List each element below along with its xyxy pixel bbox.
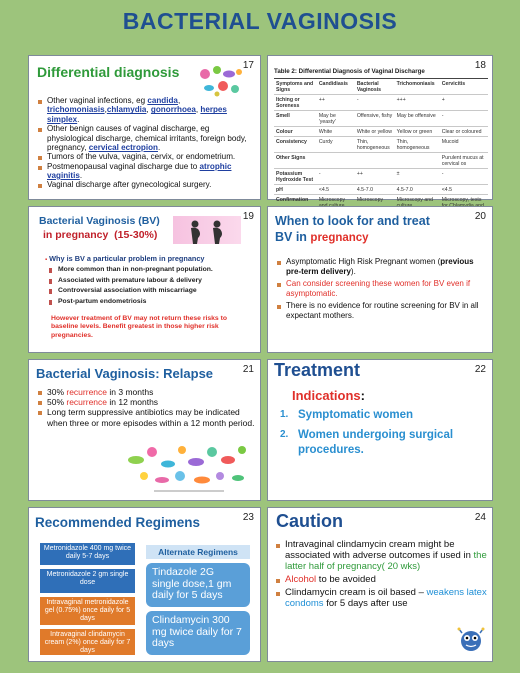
table-cell: Offensive, fishy bbox=[355, 111, 395, 127]
table-cell: Thin, homogeneous bbox=[355, 137, 395, 153]
table-row bbox=[274, 169, 488, 185]
table-cell bbox=[317, 153, 355, 169]
treatment-note: However treatment of BV may not return these risks to baseline levels. Benefit greatest in those higher risk pregnancies. bbox=[51, 315, 228, 339]
table-cell bbox=[395, 153, 440, 169]
table-cell: Colour bbox=[274, 127, 317, 137]
table-cell: Yellow or green bbox=[395, 127, 440, 137]
slide-number: 17 bbox=[242, 60, 254, 71]
slide-number: 21 bbox=[242, 364, 254, 375]
table-cell: - bbox=[355, 95, 395, 111]
table-cell: ++ bbox=[317, 95, 355, 111]
list-item: Asymptomatic High Risk Pregnant women (previous pre-term delivery). bbox=[277, 257, 489, 276]
list-item: There is no evidence for routine screening for BV in all expectant mothers. bbox=[277, 301, 489, 320]
list-item: Intravaginal clindamycin cream might be associated with adverse outcomes if used in the latter half of pregnancy( 20 wks) bbox=[276, 540, 490, 573]
regimen-clindamycin-cream: Intravaginal clindamycin cream (2%) once daily for 7 days bbox=[40, 629, 135, 655]
page-title: BACTERIAL VAGINOSIS bbox=[122, 8, 398, 34]
atrophic-vaginitis-link[interactable]: atrophic vaginitis bbox=[47, 161, 232, 180]
table-row bbox=[274, 185, 488, 195]
table-header-cell: Trichomoniasis bbox=[395, 79, 440, 95]
table-row bbox=[274, 127, 488, 137]
slide-heading: Bacterial Vaginosis: Relapse bbox=[36, 366, 214, 381]
table-row bbox=[274, 137, 488, 153]
table-cell: Mucoid bbox=[440, 137, 488, 153]
list-item: Alcohol to be avoided bbox=[276, 575, 490, 586]
slide-heading: Treatment bbox=[274, 360, 361, 380]
table-cell: pH bbox=[274, 185, 317, 195]
list-item: Can consider screening these women for BV even if asymptomatic. bbox=[277, 279, 489, 298]
slide-heading: When to look for and treat bbox=[275, 214, 430, 228]
list-item: Other vaginal infections, eg candida, trichomoniasis,chlamydia, gonorrhoea, herpes simplex. bbox=[38, 96, 256, 124]
alternate-regimen-clindamycin: Clindamycin 300 mg twice daily for 7 days bbox=[146, 611, 250, 655]
list-item: Other benign causes of vaginal discharge, eg physiological discharge, chemical irritants, foreign body, pregnancy, cervical ectropion. bbox=[38, 124, 256, 152]
table-header-cell: Cervicitis bbox=[440, 79, 488, 95]
slide-number: 18 bbox=[474, 60, 486, 71]
differential-table bbox=[274, 78, 488, 216]
table-row bbox=[274, 111, 488, 127]
slide-heading: Bacterial Vaginosis (BV) bbox=[39, 215, 160, 227]
germ-cartoon-icon bbox=[456, 625, 486, 655]
table-cell: White or yellow bbox=[355, 127, 395, 137]
differential-list bbox=[38, 96, 256, 190]
list-item: Post-partum endometriosis bbox=[49, 297, 254, 308]
table-row bbox=[274, 95, 488, 111]
table-cell bbox=[355, 153, 395, 169]
bacteria-illustration bbox=[124, 440, 252, 496]
table-cell: 4.5-7.0 bbox=[395, 185, 440, 195]
table-cell: Confirmation bbox=[274, 195, 317, 217]
table-cell: - bbox=[440, 169, 488, 185]
list-item: More common than in non-pregnant population. bbox=[49, 265, 254, 276]
slide-number: 22 bbox=[474, 364, 486, 375]
caution-list bbox=[276, 540, 490, 610]
table-header-row bbox=[274, 79, 488, 95]
chlamydia-link[interactable]: chlamydia bbox=[106, 105, 147, 115]
slide-caution bbox=[267, 507, 493, 662]
table-cell: + bbox=[440, 95, 488, 111]
indications-heading: Indications: bbox=[292, 388, 365, 403]
list-item: Long term suppressive antibiotics may be indicated when three or more episodes within a 12 month period. bbox=[38, 407, 256, 427]
indications-list bbox=[280, 408, 485, 458]
candida-link[interactable]: candida bbox=[147, 96, 178, 105]
list-item: Postmenopausal vaginal discharge due to atrophic vaginitis. bbox=[38, 162, 256, 181]
trichomoniasis-link[interactable]: trichomoniasis bbox=[47, 105, 105, 115]
gonorrhoea-link[interactable]: gonorrhoea bbox=[150, 105, 196, 115]
table-cell: Thin, homogeneous bbox=[395, 137, 440, 153]
slide-recommended-regimens bbox=[28, 507, 261, 662]
microbes-illustration bbox=[197, 64, 245, 98]
slide-number: 23 bbox=[242, 512, 254, 523]
herpes-simplex-link[interactable]: herpes simplex bbox=[47, 105, 227, 124]
slide-heading: Caution bbox=[276, 511, 343, 531]
table-cell: Purulent mucus at cervical os bbox=[440, 153, 488, 169]
slide-number: 24 bbox=[474, 512, 486, 523]
table-cell: Microscopy and bbox=[395, 195, 440, 217]
table-header-cell: Candidiasis bbox=[317, 79, 355, 95]
list-item: 2. Women undergoing surgical procedures. bbox=[280, 428, 454, 456]
list-item: Clindamycin cream is oil based – weakens latex condoms for 5 days after use bbox=[276, 588, 490, 610]
regimen-metronidazole-400: Metronidazole 400 mg twice daily 5-7 days bbox=[40, 543, 135, 565]
slide-subheading: in pregnancy (15-30%) bbox=[43, 229, 158, 241]
table-cell: ± bbox=[395, 169, 440, 185]
slide-heading: Recommended Regimens bbox=[35, 515, 201, 530]
slide-differential-diagnosis bbox=[28, 55, 261, 200]
alternate-regimen-tindazole: Tindazole 2G single dose,1 gm daily for 5 days bbox=[146, 563, 250, 607]
table-cell: Smell bbox=[274, 111, 317, 127]
regimen-metronidazole-gel: Intravaginal metronidazole gel (0.75%) once daily for 5 days bbox=[40, 597, 135, 625]
table-cell: Other Signs bbox=[274, 153, 317, 169]
table-cell: Microscopy bbox=[317, 195, 355, 217]
table-cell: ++ bbox=[355, 169, 395, 185]
list-item: Associated with premature labour & delivery bbox=[49, 276, 254, 287]
table-cell: - bbox=[440, 111, 488, 127]
table-cell: Microscopy bbox=[355, 195, 395, 217]
list-item: Vaginal discharge after gynecological surgery. bbox=[38, 180, 256, 189]
list-item: 50% recurrence in 12 months bbox=[38, 397, 256, 407]
table-cell: <4.5 bbox=[317, 185, 355, 195]
slide-relapse bbox=[28, 359, 261, 501]
table-cell: <4.5 bbox=[440, 185, 488, 195]
table-cell: Itching or Soreness bbox=[274, 95, 317, 111]
table-cell: Clear or coloured bbox=[440, 127, 488, 137]
slide-number: 19 bbox=[242, 211, 254, 222]
cervical-ectropion-link[interactable]: cervical ectropion bbox=[88, 142, 158, 152]
slide-number: 20 bbox=[474, 211, 486, 222]
alternate-regimens-title: Alternate Regimens bbox=[146, 545, 250, 559]
list-item: 30% recurrence in 3 months bbox=[38, 387, 256, 397]
list-item: Controversial association with miscarriage bbox=[49, 286, 254, 297]
list-item: Tumors of the vulva, vagina, cervix, or endometrium. bbox=[38, 152, 256, 161]
relapse-list bbox=[38, 387, 256, 428]
table-cell: May be 'yeasty' bbox=[317, 111, 355, 127]
table-header-cell: Bacterial Vaginosis bbox=[355, 79, 395, 95]
section-question: ▪ Why is BV a particular problem in pregnancy bbox=[45, 254, 205, 263]
regimen-metronidazole-2g: Metronidazole 2 gm single dose bbox=[40, 569, 135, 593]
table-cell: Curdy bbox=[317, 137, 355, 153]
table-cell: - bbox=[317, 169, 355, 185]
table-header-cell: Symptoms and Signs bbox=[274, 79, 317, 95]
pregnancy-risk-list bbox=[49, 265, 254, 307]
slide-heading-line2: BV in pregnancy bbox=[275, 230, 369, 244]
slide-differential-table bbox=[267, 55, 493, 203]
slide-heading: Differential diagnosis bbox=[37, 64, 180, 80]
pregnancy-silhouette-image bbox=[173, 216, 241, 244]
table-cell: Consistency bbox=[274, 137, 317, 153]
table-cell: May be offensive bbox=[395, 111, 440, 127]
screening-list bbox=[277, 257, 489, 321]
table-caption: Table 2: Differential Diagnosis of Vaginal Discharge bbox=[274, 68, 425, 75]
list-item: 1. Symptomatic women bbox=[280, 409, 414, 421]
table-cell: White bbox=[317, 127, 355, 137]
slide-treatment bbox=[267, 359, 493, 501]
table-cell: +++ bbox=[395, 95, 440, 111]
table-cell: Potassium Hydroxide Test bbox=[274, 169, 317, 185]
table-row bbox=[274, 153, 488, 169]
table-cell: 4.5-7.0 bbox=[355, 185, 395, 195]
table-wrap bbox=[274, 78, 488, 216]
table-cell: Microscopy, tests bbox=[440, 195, 488, 217]
slide-when-to-treat bbox=[267, 206, 493, 353]
slide-bv-in-pregnancy bbox=[28, 206, 261, 353]
